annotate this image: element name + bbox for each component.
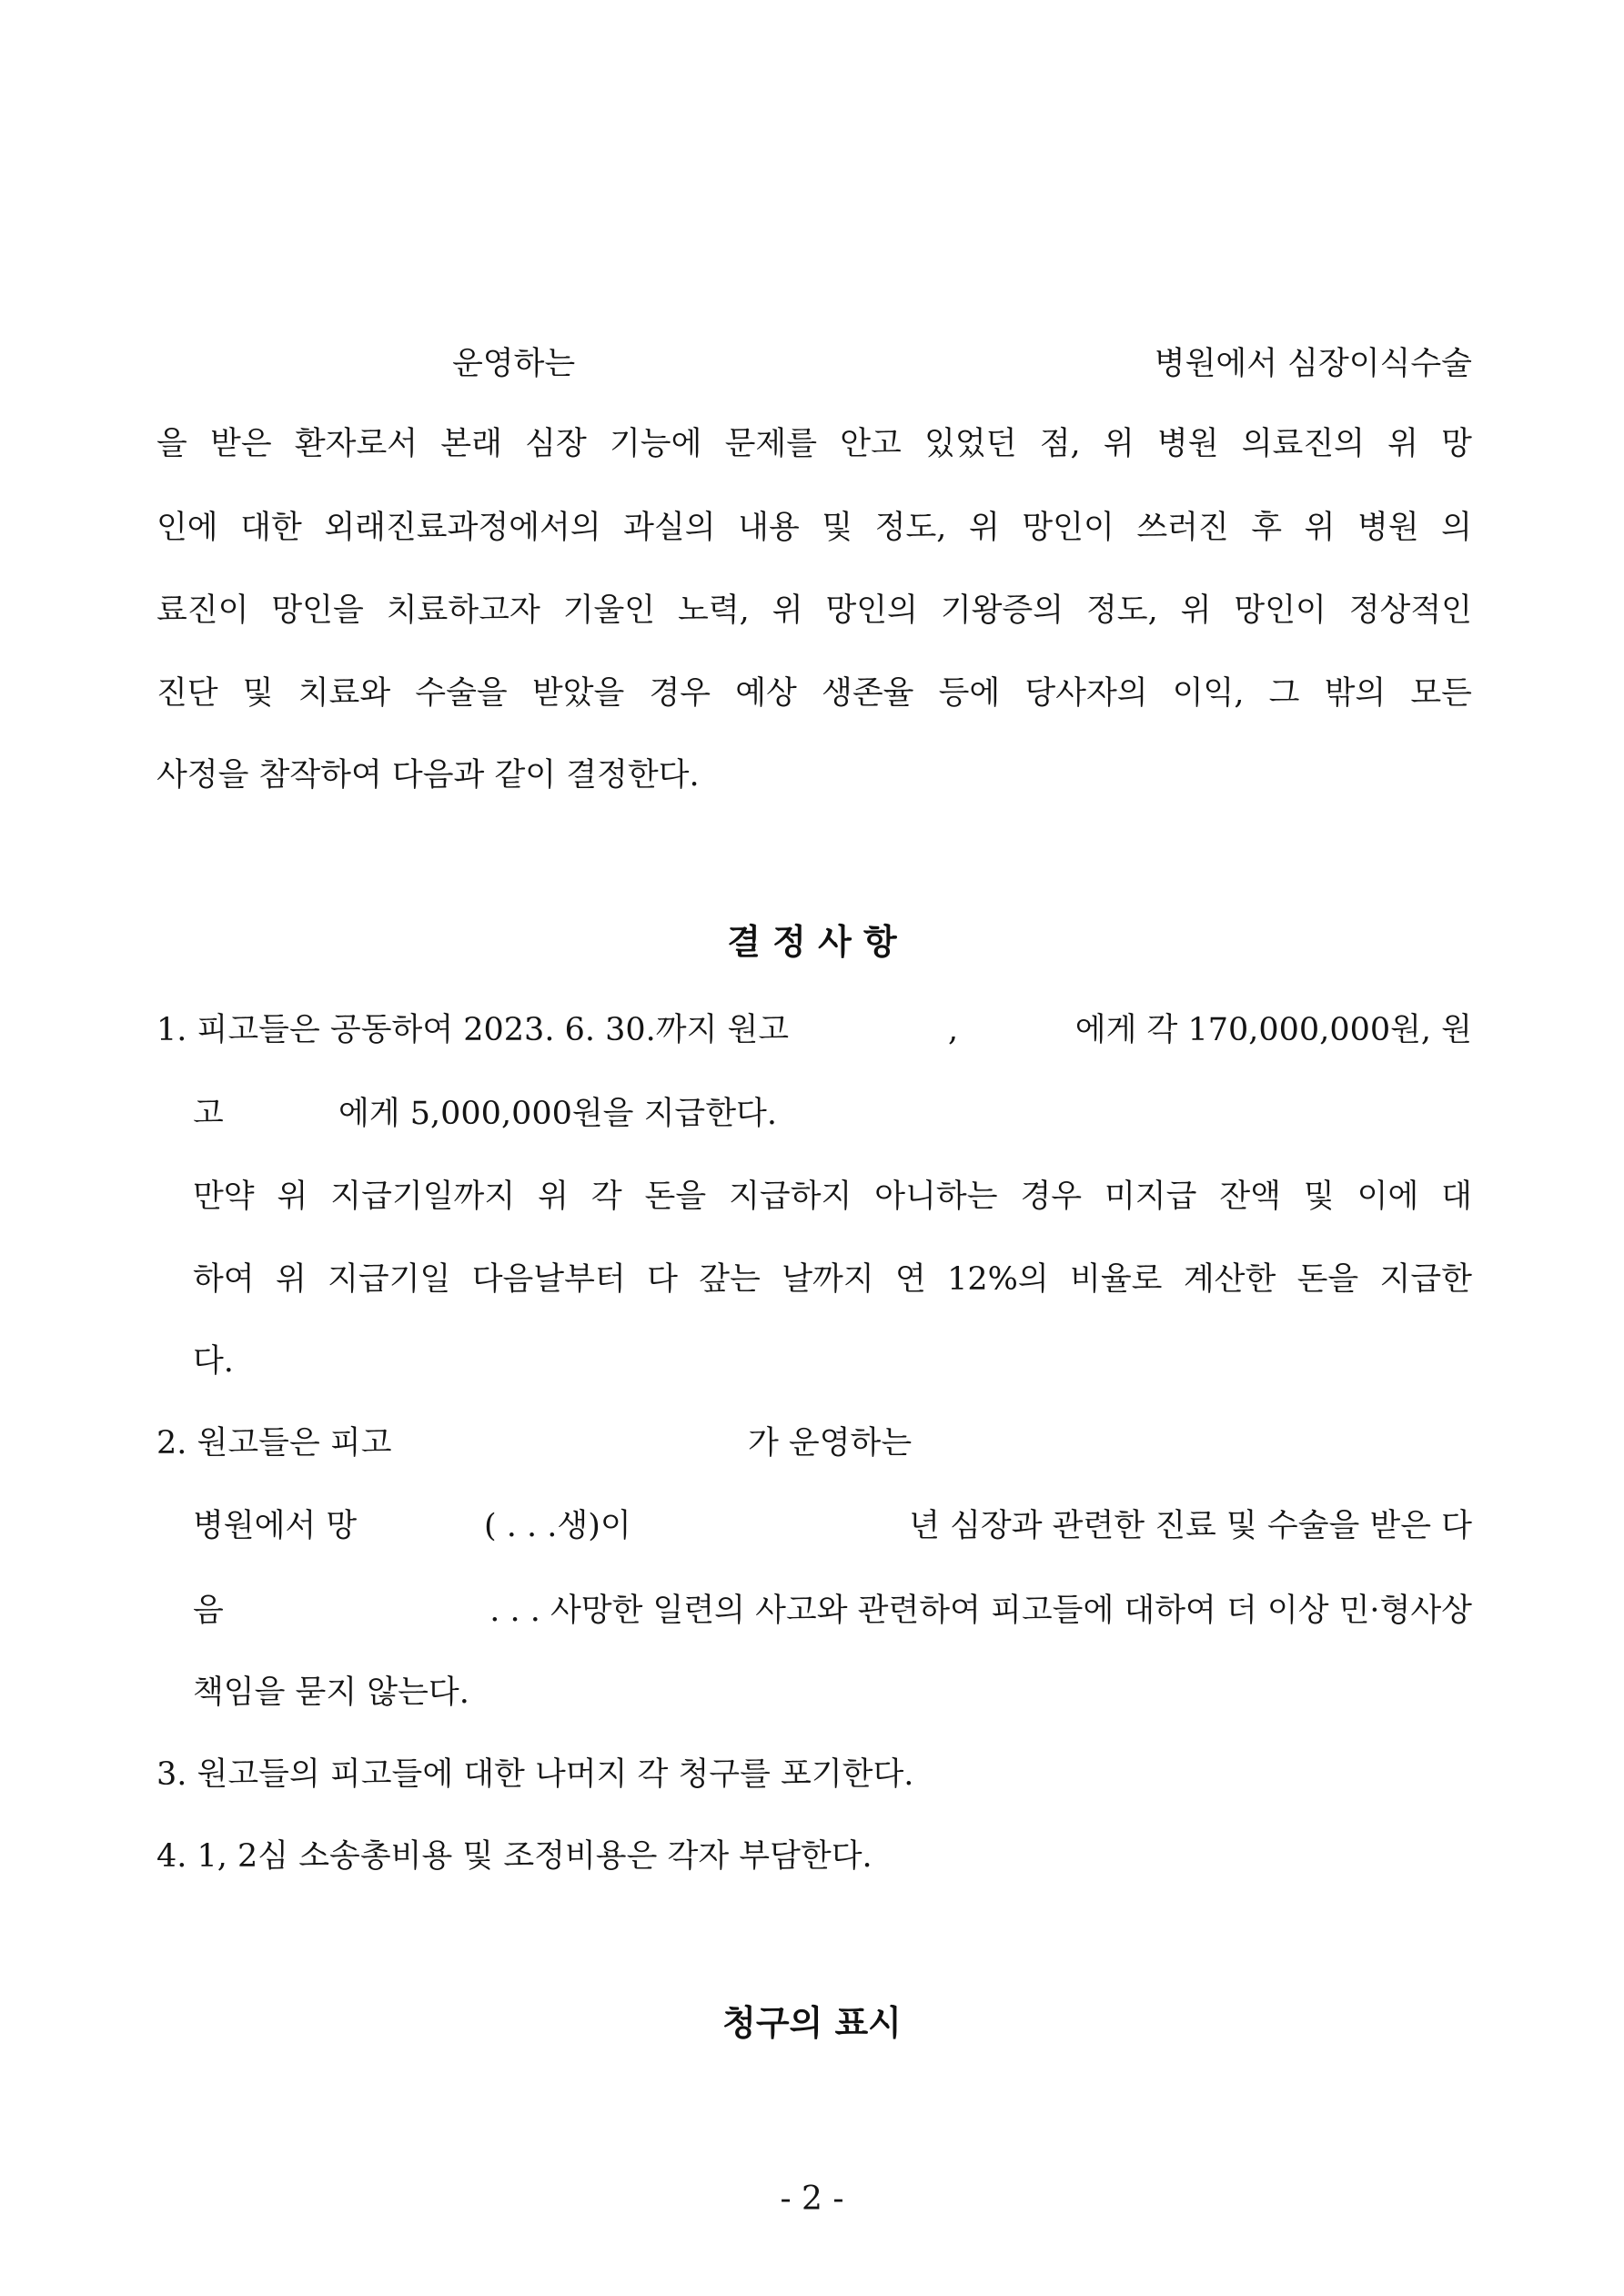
text-segment: 운영하는 xyxy=(452,346,576,382)
text-segment: 년 심장과 관련한 진료 및 수술을 받은 다 xyxy=(909,1508,1472,1544)
paragraph-line-1 xyxy=(156,341,1472,387)
decision-item-2-line-1 xyxy=(156,1421,1472,1466)
text-segment: 병원에서 심장이식수술 xyxy=(1154,346,1472,382)
text-segment: 에게 각 170,000,000원, 원 xyxy=(1074,1012,1472,1048)
text-segment: 에게 5,000,000원을 지급한다. xyxy=(338,1096,777,1132)
paragraph-line-3: 인에 대한 외래진료과정에서의 과실의 내용 및 정도, 위 망인이 쓰러진 후 위 병원 의 xyxy=(156,510,1472,546)
paragraph-line-4: 료진이 망인을 치료하고자 기울인 노력, 위 망인의 기왕증의 정도, 위 망인이 정상적인 xyxy=(156,592,1472,629)
decision-item-1-line-5: 다. xyxy=(193,1343,234,1380)
claim-heading: 청구의 표시 xyxy=(722,2003,902,2043)
decision-heading: 결 정 사 항 xyxy=(727,922,897,962)
paragraph-line-6: 사정을 참작하여 다음과 같이 결정한다. xyxy=(156,757,700,794)
text-segment: . . . 사망한 일련의 사고와 관련하여 피고들에 대하여 더 이상 민·형사상 xyxy=(489,1593,1472,1629)
decision-item-2-line-3 xyxy=(193,1588,1472,1633)
paragraph-line-2: 을 받은 환자로서 본래 심장 기능에 문제를 안고 있었던 점, 위 병원 의료진의 위 망 xyxy=(156,426,1472,462)
decision-item-1-line-1 xyxy=(156,1007,1472,1053)
decision-item-2-line-2 xyxy=(193,1503,1472,1549)
text-segment: 음 xyxy=(193,1593,224,1629)
text-segment: 1. 피고들은 공동하여 2023. 6. 30.까지 원고 xyxy=(156,1012,790,1048)
decision-item-1-line-4: 하여 위 지급기일 다음날부터 다 갚는 날까지 연 12%의 비율로 계산한 돈을 지급한 xyxy=(193,1261,1472,1298)
text-segment: ( . . .생)이 xyxy=(484,1508,631,1544)
paragraph-line-5: 진단 및 치료와 수술을 받았을 경우 예상 생존율 등에 당사자의 이익, 그 밖의 모든 xyxy=(156,675,1472,712)
text-segment: 2. 원고들은 피고 xyxy=(156,1425,392,1462)
decision-item-3: 3. 원고들의 피고들에 대한 나머지 각 청구를 포기한다. xyxy=(156,1756,914,1793)
text-segment: 고 xyxy=(193,1096,224,1132)
decision-item-2-line-4: 책임을 묻지 않는다. xyxy=(193,1674,469,1711)
decision-item-4: 4. 1, 2심 소송총비용 및 조정비용은 각자 부담한다. xyxy=(156,1838,873,1875)
text-segment: 병원에서 망 xyxy=(193,1508,358,1544)
text-segment: , xyxy=(948,1012,959,1048)
decision-item-1-line-2 xyxy=(193,1091,1472,1137)
decision-item-1-line-3: 만약 위 지급기일까지 위 각 돈을 지급하지 아니하는 경우 미지급 잔액 및 이에 대 xyxy=(193,1178,1472,1215)
page-number: - 2 - xyxy=(780,2180,844,2218)
text-segment: 가 운영하는 xyxy=(748,1425,913,1462)
